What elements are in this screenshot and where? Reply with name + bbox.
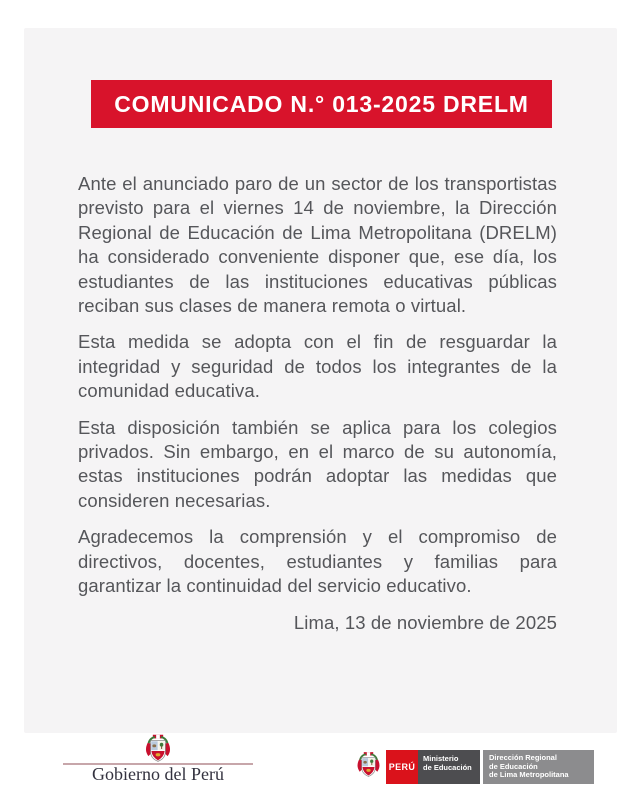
- drelm-line: de Lima Metropolitana: [489, 770, 569, 779]
- body-paragraph-3: Esta disposición también se aplica para los colegios privados. Sin embargo, en el marco de su autonomía, estas instituciones podrán adoptar las medidas que consideren necesarias.: [78, 416, 557, 511]
- drelm-box: [483, 750, 594, 784]
- ministerio-line: de Educación: [423, 762, 472, 772]
- peru-coat-of-arms-icon: [355, 750, 382, 784]
- comunicado-title-banner: [91, 80, 552, 128]
- ministerio-educacion-box: [418, 750, 480, 784]
- date-line: Lima, 13 de noviembre de 2025: [293, 611, 557, 633]
- comunicado-body: [78, 172, 557, 647]
- gobierno-del-peru-label: Gobierno del Perú: [92, 764, 224, 784]
- drelm-line: de Educación: [489, 761, 538, 771]
- body-paragraph-4: Agradecemos la comprensión y el compromiso de directivos, docentes, estudiantes y familias para garantizar la continuidad del servicio educativo.: [78, 526, 557, 597]
- peru-label: PERÚ: [388, 762, 416, 772]
- gobierno-del-peru-logo: [63, 734, 253, 785]
- ministerio-line: Ministerio: [423, 754, 459, 763]
- body-paragraph-1: Ante el anunciado paro de un sector de los transportistas previsto para el viernes 14 de noviembre, la Dirección Regional de Educación de Lima Metropolitana (DRELM) ha considerado conveniente disponer que, ese día, los estudiantes de las instituciones educativas públicas reciban sus clases de manera remota o virtual.: [78, 173, 557, 317]
- body-paragraph-2: Esta medida se adopta con el fin de resguardar la integridad y seguridad de todos los integrantes de la comunidad educativa.: [78, 331, 557, 402]
- peru-coat-of-arms-icon: [143, 734, 173, 768]
- drelm-line: Dirección Regional: [489, 753, 557, 762]
- comunicado-card: [24, 28, 617, 733]
- comunicado-title: COMUNICADO N.° 013-2025 DRELM: [114, 90, 529, 117]
- minedu-logo-bar: [355, 750, 594, 784]
- peru-label-box: [386, 750, 418, 784]
